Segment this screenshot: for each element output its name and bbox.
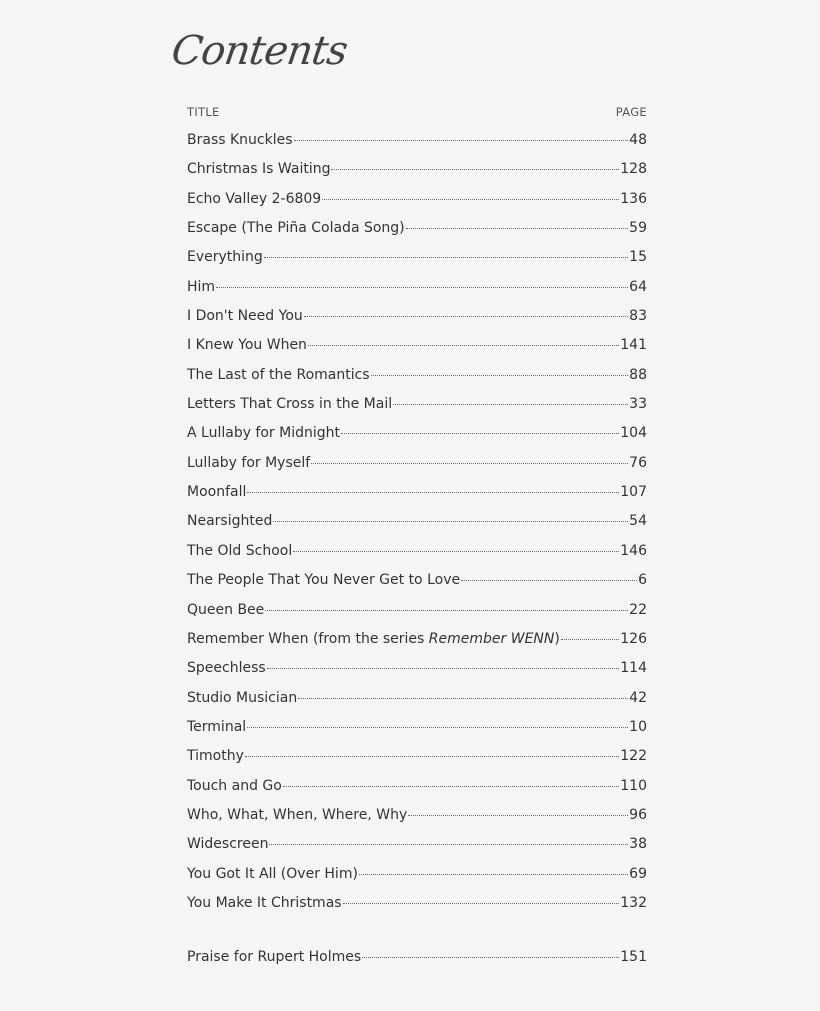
entry-page-number: 59: [629, 220, 647, 237]
entry-title: Praise for Rupert Holmes: [187, 949, 362, 965]
entry-title: Brass Knuckles: [187, 132, 293, 148]
dot-leader: [294, 140, 629, 141]
dot-leader: [322, 199, 619, 200]
entry-page-number: 114: [620, 660, 647, 677]
entry-page-number: 54: [629, 513, 647, 530]
toc-entry: [187, 895, 647, 924]
toc-entry: [187, 660, 647, 689]
toc-entry: [187, 866, 647, 895]
entry-page-number: 88: [629, 366, 647, 383]
dot-leader: [371, 375, 629, 376]
entry-page-number: 69: [629, 865, 647, 882]
dot-leader: [247, 492, 619, 493]
dot-leader: [304, 316, 628, 317]
entry-page-number: 33: [629, 396, 647, 413]
toc-entry: [187, 836, 647, 865]
dot-leader: [408, 815, 628, 816]
entry-page-number: 132: [620, 894, 647, 911]
dot-leader: [393, 404, 628, 405]
entry-title: Him: [187, 278, 216, 295]
dot-leader: [362, 957, 619, 958]
toc-entry: [187, 807, 647, 836]
dot-leader: [283, 786, 619, 787]
page-title: Contents: [168, 28, 350, 74]
dot-leader: [245, 756, 619, 757]
dot-leader: [308, 345, 619, 346]
entry-page-number: 83: [629, 308, 647, 325]
dot-leader: [267, 668, 620, 669]
entry-page-number: 128: [620, 161, 647, 178]
toc-entry: [187, 161, 647, 190]
entry-page-number: 76: [629, 454, 647, 471]
toc-entry: [187, 484, 647, 513]
dot-leader: [216, 287, 628, 288]
toc-entry: [187, 455, 647, 484]
dot-leader: [269, 844, 628, 845]
entry-title: You Make It Christmas: [187, 894, 342, 911]
entry-title: Echo Valley 2-6809: [187, 190, 322, 207]
entry-page-number: 22: [629, 601, 647, 618]
entry-title: A Lullaby for Midnight: [187, 425, 341, 442]
toc-entry: [187, 220, 647, 249]
entry-page-number: 15: [629, 249, 647, 266]
entry-page-number: 136: [620, 190, 647, 207]
entry-page-number: 10: [629, 718, 647, 735]
toc-entry: [187, 690, 647, 719]
entry-title: Who, What, When, Where, Why: [187, 806, 408, 823]
dot-leader: [247, 727, 628, 728]
column-headers: [187, 105, 647, 119]
entry-title: Terminal: [187, 718, 247, 735]
toc-entry: [187, 308, 647, 337]
extra-contents-list: [187, 949, 647, 978]
toc-entry: [187, 543, 647, 572]
entry-title: Escape (The Piña Colada Song): [187, 220, 405, 237]
entry-title: The Last of the Romantics: [187, 366, 370, 383]
entry-page-number: 96: [629, 806, 647, 823]
toc-entry: [187, 367, 647, 396]
entry-page-number: 141: [620, 337, 647, 354]
toc-entry: [187, 572, 647, 601]
contents-list: [187, 132, 647, 924]
entry-page-number: 126: [620, 630, 647, 647]
toc-entry: [187, 396, 647, 425]
toc-entry: [187, 191, 647, 220]
entry-title: Everything: [187, 249, 263, 266]
dot-leader: [311, 463, 628, 464]
entry-title: The Old School: [187, 542, 293, 559]
dot-leader: [264, 257, 628, 258]
title-column-header: TITLE: [187, 105, 220, 119]
entry-page-number: 110: [620, 777, 647, 794]
toc-entry: [187, 132, 647, 161]
entry-title: Queen Bee: [187, 601, 265, 618]
entry-title: Lullaby for Myself: [187, 454, 311, 471]
entry-title: Studio Musician: [187, 689, 298, 706]
entry-page-number: 48: [629, 132, 647, 148]
entry-title: Nearsighted: [187, 513, 273, 530]
entry-title: Speechless: [187, 660, 266, 677]
dot-leader: [331, 169, 619, 170]
dot-leader: [343, 903, 620, 904]
dot-leader: [561, 639, 619, 640]
entry-title: Remember When (from the series Remember WENN): [187, 630, 560, 647]
toc-entry: [187, 602, 647, 631]
entry-title: The People That You Never Get to Love: [187, 572, 461, 589]
toc-entry: [187, 748, 647, 777]
entry-title: Timothy: [187, 748, 244, 765]
toc-entry: [187, 631, 647, 660]
dot-leader: [341, 433, 619, 434]
dot-leader: [265, 610, 628, 611]
entry-page-number: 107: [620, 484, 647, 501]
toc-entry: [187, 778, 647, 807]
dot-leader: [298, 698, 628, 699]
entry-title: Letters That Cross in the Mail: [187, 396, 393, 413]
entry-title: You Got It All (Over Him): [187, 865, 358, 882]
toc-entry: [187, 279, 647, 308]
toc-entry: [187, 949, 647, 978]
entry-page-number: 104: [620, 425, 647, 442]
page-column-header: PAGE: [615, 105, 647, 119]
dot-leader: [461, 580, 637, 581]
toc-entry: [187, 425, 647, 454]
dot-leader: [293, 551, 619, 552]
entry-title: Widescreen: [187, 836, 269, 853]
entry-title: I Don't Need You: [187, 308, 303, 325]
dot-leader: [406, 228, 629, 229]
entry-title: Christmas Is Waiting: [187, 161, 331, 178]
entry-page-number: 38: [629, 836, 647, 853]
toc-entry: [187, 337, 647, 366]
entry-title: I Knew You When: [187, 337, 307, 354]
dot-leader: [359, 874, 628, 875]
entry-page-number: 6: [638, 572, 647, 589]
entry-title: Touch and Go: [187, 777, 282, 794]
entry-page-number: 122: [620, 748, 647, 765]
toc-entry: [187, 249, 647, 278]
dot-leader: [273, 521, 628, 522]
entry-page-number: 64: [629, 278, 647, 295]
entry-page-number: 151: [620, 949, 647, 965]
entry-page-number: 146: [620, 542, 647, 559]
toc-entry: [187, 719, 647, 748]
entry-title: Moonfall: [187, 484, 247, 501]
toc-entry: [187, 513, 647, 542]
entry-page-number: 42: [629, 689, 647, 706]
